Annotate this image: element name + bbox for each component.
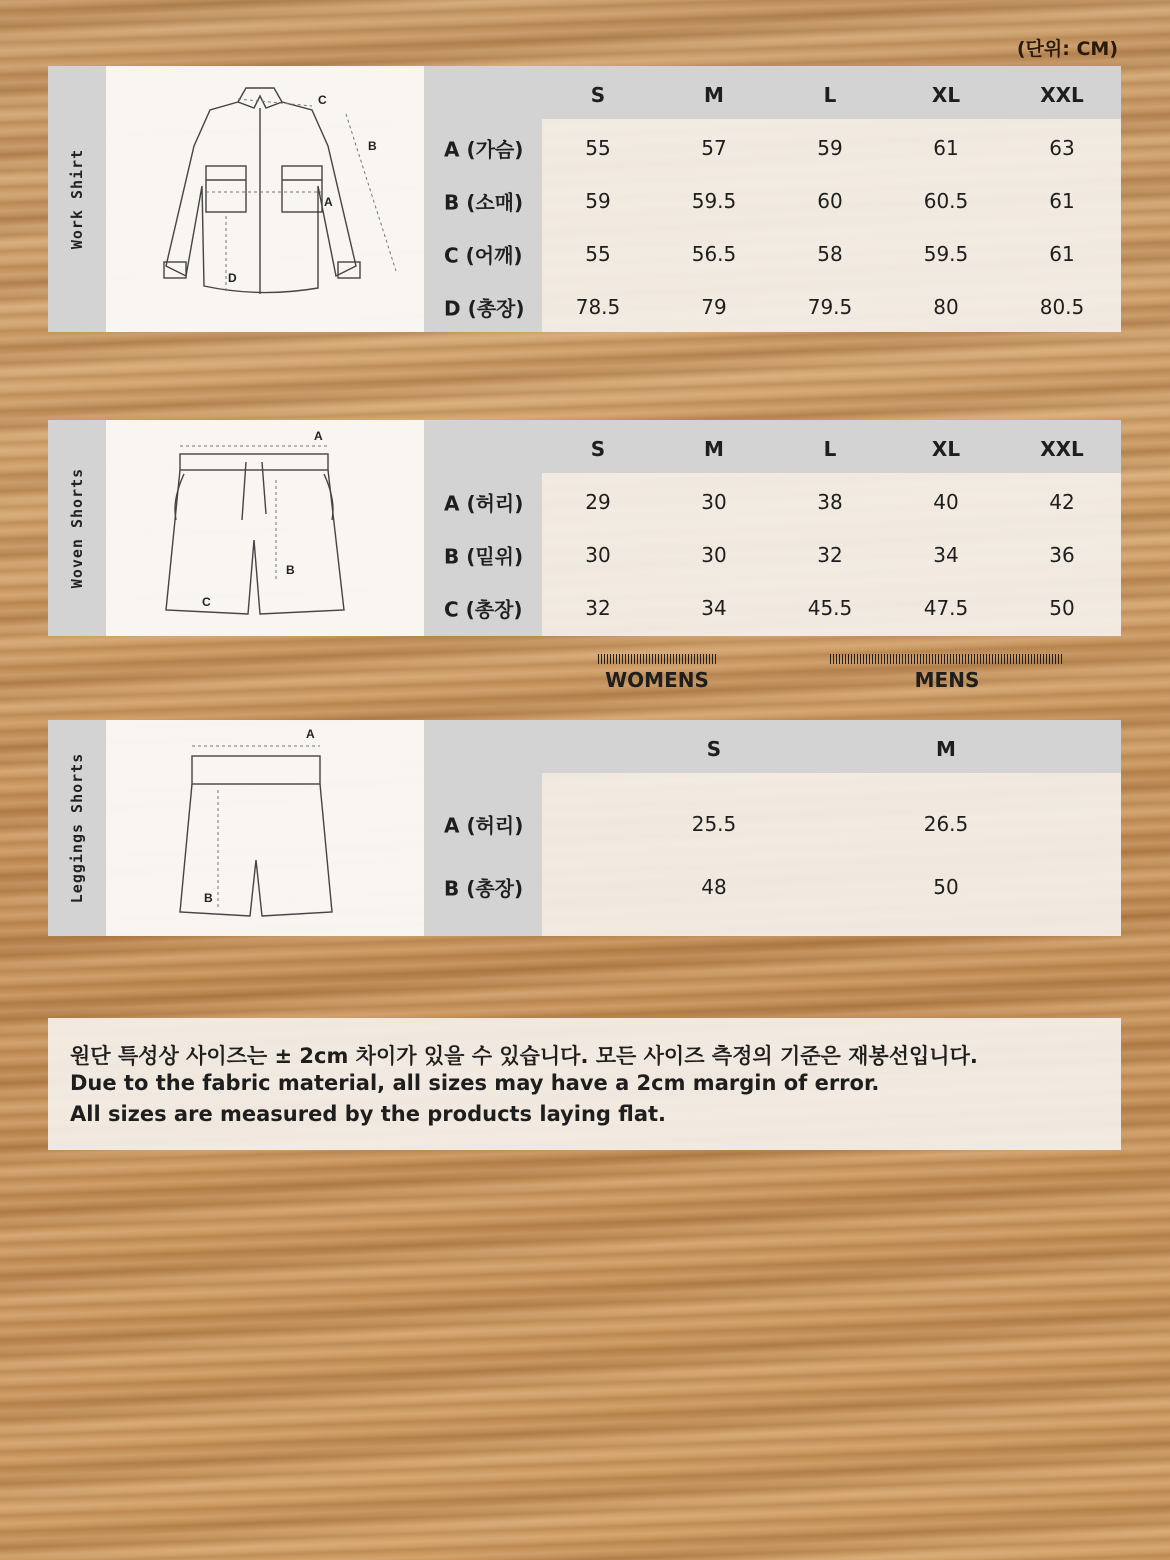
mens-bar-pattern bbox=[830, 654, 1064, 664]
work-shirt-row-label-a: A (가슴) bbox=[444, 137, 524, 162]
work-shirt-size-m: M bbox=[704, 83, 724, 107]
woven-shorts-side bbox=[48, 420, 106, 636]
table-cell: 59 bbox=[817, 136, 843, 160]
note-line-margin: Due to the fabric material, all sizes may have a 2cm margin of error. bbox=[70, 1071, 880, 1095]
work-shirt-row-label-d: D (총장) bbox=[444, 296, 525, 321]
shirt-label-d: D bbox=[228, 271, 237, 285]
size-note-panel bbox=[48, 1018, 1121, 1150]
table-cell: 59.5 bbox=[691, 189, 737, 213]
table-cell: 58 bbox=[817, 242, 843, 266]
woven-shorts-size-xl: XL bbox=[931, 437, 961, 461]
woven-shorts-row-label-b: B (밑위) bbox=[444, 544, 524, 569]
table-cell: 78.5 bbox=[575, 295, 621, 319]
table-cell: 79 bbox=[701, 295, 727, 319]
woven-shorts-header-band bbox=[424, 420, 1121, 473]
table-cell: 48 bbox=[701, 875, 727, 899]
table-cell: 26.5 bbox=[923, 812, 969, 836]
table-cell: 57 bbox=[701, 136, 727, 160]
table-cell: 80.5 bbox=[1039, 295, 1085, 319]
table-cell: 60.5 bbox=[923, 189, 969, 213]
table-cell: 50 bbox=[933, 875, 959, 899]
table-cell: 42 bbox=[1049, 490, 1075, 514]
leggings-shorts-size-s: S bbox=[706, 737, 722, 761]
table-cell: 32 bbox=[585, 596, 611, 620]
woven-label-c: C bbox=[202, 595, 211, 609]
shirt-label-b: B bbox=[368, 139, 377, 153]
table-cell: 80 bbox=[933, 295, 959, 319]
table-cell: 56.5 bbox=[691, 242, 737, 266]
table-cell: 40 bbox=[933, 490, 959, 514]
leggings-shorts-panel bbox=[48, 720, 1121, 936]
shirt-label-a: A bbox=[324, 195, 333, 209]
note-line-flat: All sizes are measured by the products laying flat. bbox=[70, 1102, 667, 1126]
woven-shorts-row-label-c: C (총장) bbox=[444, 597, 523, 622]
leggings-shorts-size-m: M bbox=[936, 737, 956, 761]
work-shirt-size-s: S bbox=[590, 83, 606, 107]
table-cell: 59.5 bbox=[923, 242, 969, 266]
table-cell: 55 bbox=[585, 242, 611, 266]
leggings-shorts-header-band bbox=[424, 720, 1121, 773]
leggings-shorts-illustration bbox=[106, 720, 424, 936]
table-cell: 55 bbox=[585, 136, 611, 160]
woven-shorts-size-m: M bbox=[704, 437, 724, 461]
work-shirt-row-label-b: B (소매) bbox=[444, 190, 524, 215]
table-cell: 29 bbox=[585, 490, 611, 514]
table-cell: 38 bbox=[817, 490, 843, 514]
work-shirt-title: Work Shirt bbox=[68, 148, 86, 250]
work-shirt-size-l: L bbox=[823, 83, 837, 107]
work-shirt-size-xxl: XXL bbox=[1040, 83, 1084, 107]
table-cell: 45.5 bbox=[807, 596, 853, 620]
leggings-shorts-drawing bbox=[106, 720, 424, 936]
leggings-label-b: B bbox=[204, 891, 213, 905]
leggings-shorts-title: Leggings Shorts bbox=[68, 752, 86, 904]
table-cell: 60 bbox=[817, 189, 843, 213]
womens-group-marker bbox=[598, 654, 716, 692]
table-cell: 61 bbox=[933, 136, 959, 160]
table-cell: 63 bbox=[1049, 136, 1075, 160]
woven-label-a: A bbox=[314, 429, 323, 443]
table-cell: 34 bbox=[933, 543, 959, 567]
unit-label: (단위: CM) bbox=[1016, 38, 1118, 60]
woven-shorts-panel bbox=[48, 420, 1121, 636]
table-cell: 30 bbox=[701, 543, 727, 567]
work-shirt-drawing bbox=[106, 66, 424, 332]
note-line-korean: 원단 특성상 사이즈는 ± 2cm 차이가 있을 수 있습니다. 모든 사이즈 측정의 기준은 재봉선입니다. bbox=[70, 1044, 978, 1068]
table-cell: 32 bbox=[817, 543, 843, 567]
woven-shorts-row-label-a: A (허리) bbox=[444, 491, 524, 516]
table-cell: 61 bbox=[1049, 189, 1075, 213]
woven-shorts-size-xxl: XXL bbox=[1040, 437, 1084, 461]
work-shirt-panel bbox=[48, 66, 1121, 332]
table-cell: 30 bbox=[701, 490, 727, 514]
work-shirt-illustration bbox=[106, 66, 424, 332]
mens-group-marker bbox=[830, 654, 1064, 692]
mens-label: MENS bbox=[914, 668, 980, 692]
womens-label: WOMENS bbox=[605, 668, 709, 692]
leggings-shorts-row-label-a: A (허리) bbox=[444, 813, 524, 838]
table-cell: 59 bbox=[585, 189, 611, 213]
table-cell: 47.5 bbox=[923, 596, 969, 620]
shirt-label-c: C bbox=[318, 93, 327, 107]
woven-shorts-size-l: L bbox=[823, 437, 837, 461]
leggings-shorts-row-label-b: B (총장) bbox=[444, 876, 524, 901]
woven-label-b: B bbox=[286, 563, 295, 577]
table-cell: 30 bbox=[585, 543, 611, 567]
table-cell: 36 bbox=[1049, 543, 1075, 567]
womens-bar-pattern bbox=[598, 654, 716, 664]
table-cell: 25.5 bbox=[691, 812, 737, 836]
table-cell: 61 bbox=[1049, 242, 1075, 266]
woven-shorts-size-s: S bbox=[590, 437, 606, 461]
table-cell: 34 bbox=[701, 596, 727, 620]
leggings-shorts-row-label-band bbox=[424, 773, 542, 936]
work-shirt-side bbox=[48, 66, 106, 332]
woven-shorts-illustration bbox=[106, 420, 424, 636]
work-shirt-header-band bbox=[424, 66, 1121, 119]
work-shirt-size-xl: XL bbox=[931, 83, 961, 107]
woven-shorts-drawing bbox=[106, 420, 424, 636]
woven-shorts-title: Woven Shorts bbox=[68, 467, 86, 589]
leggings-shorts-side bbox=[48, 720, 106, 936]
table-cell: 50 bbox=[1049, 596, 1075, 620]
work-shirt-row-label-c: C (어깨) bbox=[444, 243, 523, 268]
table-cell: 79.5 bbox=[807, 295, 853, 319]
leggings-label-a: A bbox=[306, 727, 315, 741]
